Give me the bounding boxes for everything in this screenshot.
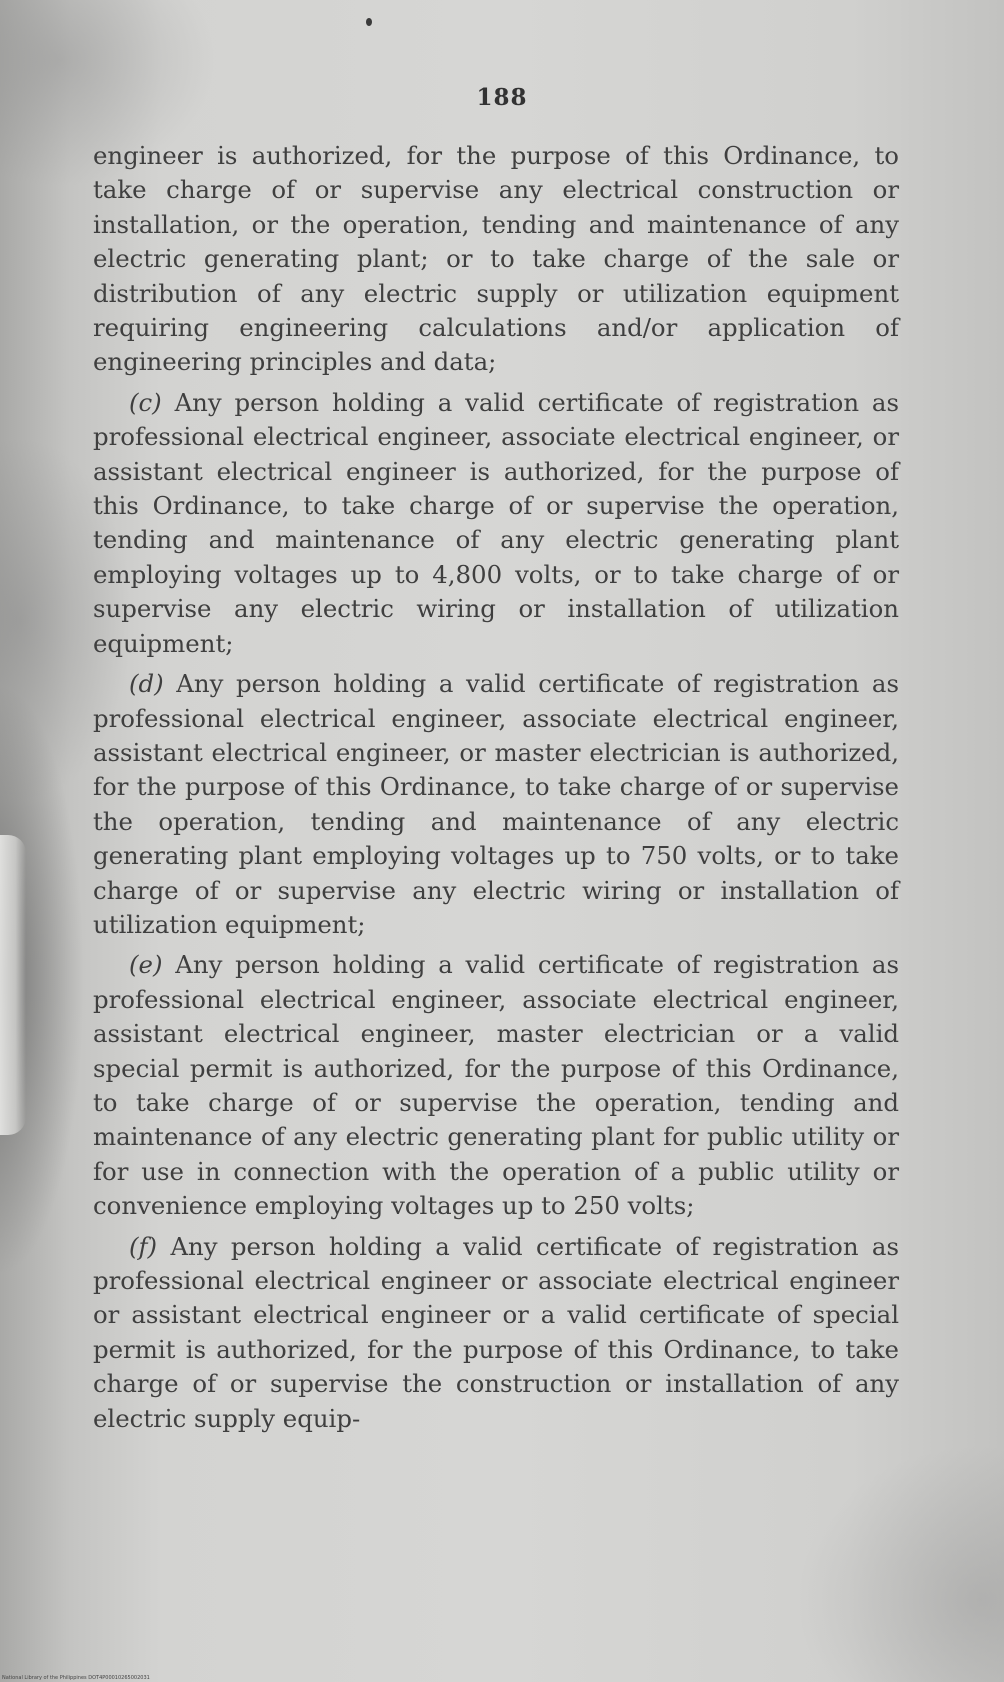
page-number: 188	[476, 84, 528, 111]
paragraph-e	[93, 948, 899, 1223]
page-edge-shadow	[0, 835, 26, 1135]
paragraph-marker: (e)	[129, 950, 163, 980]
paragraph-marker: (f)	[129, 1231, 158, 1261]
paragraph-text: Any person holding a valid certificate of registration as professional electrical engineer, associate electrical engineer, assistant electrical engineer, or master electrician is authorized, for the purpose of this Ordinance, to take charge of or supervise the operation, tending and maintenance of any electric generating plant employing voltages up to 750 volts, or to take charge of or supervise any electric wiring or installation of utilization equipment;	[93, 669, 899, 939]
paragraph-d	[93, 667, 899, 942]
paragraph-marker: (d)	[129, 669, 164, 699]
ink-speck	[366, 18, 372, 26]
scan-credit: National Library of the Philippines DOT4P00010265002031	[2, 1675, 150, 1681]
paragraph-text: Any person holding a valid certificate of registration as professional electrical engineer, associate electrical engineer, assistant electrical engineer, master electrician or a valid special permit is authorized, for the purpose of this Ordinance, to take charge of or supervise the operation, tending and maintenance of any electric generating plant for public utility or for use in connection with the operation of a public utility or convenience employing voltages up to 250 volts;	[93, 950, 899, 1221]
body-text	[93, 139, 899, 1442]
paragraph-text: Any person holding a valid certificate of registration as professional electrical engineer, associate electrical engineer, or assistant electrical engineer is authorized, for the purpose of this Ordinance, to take charge of or supervise the operation, tending and maintenance of any electric generating plant employing voltages up to 4,800 volts, or to take charge of or supervise any electric wiring or installation of utilization equipment;	[93, 387, 899, 658]
paragraph-continuation	[93, 139, 899, 380]
paragraph-marker: (c)	[129, 387, 162, 417]
paragraph-f	[93, 1230, 899, 1436]
paragraph-text: Any person holding a valid certificate of registration as professional electrical engineer or associate electrical engineer or assistant electrical engineer or a valid certificate of special permit is authorized, for the purpose of this Ordinance, to take charge of or supervise the construction or installation of any electric supply equip-	[93, 1231, 899, 1433]
paragraph-c	[93, 386, 899, 661]
paragraph-text: engineer is authorized, for the purpose of this Ordinance, to take charge of or supervise any electrical construction or installation, or the operation, tending and maintenance of any electric generating plant; or to take charge of the sale or distribution of any electric supply or utilization equipment requiring engineering calculations and/or application of engineering principles and data;	[93, 141, 899, 377]
